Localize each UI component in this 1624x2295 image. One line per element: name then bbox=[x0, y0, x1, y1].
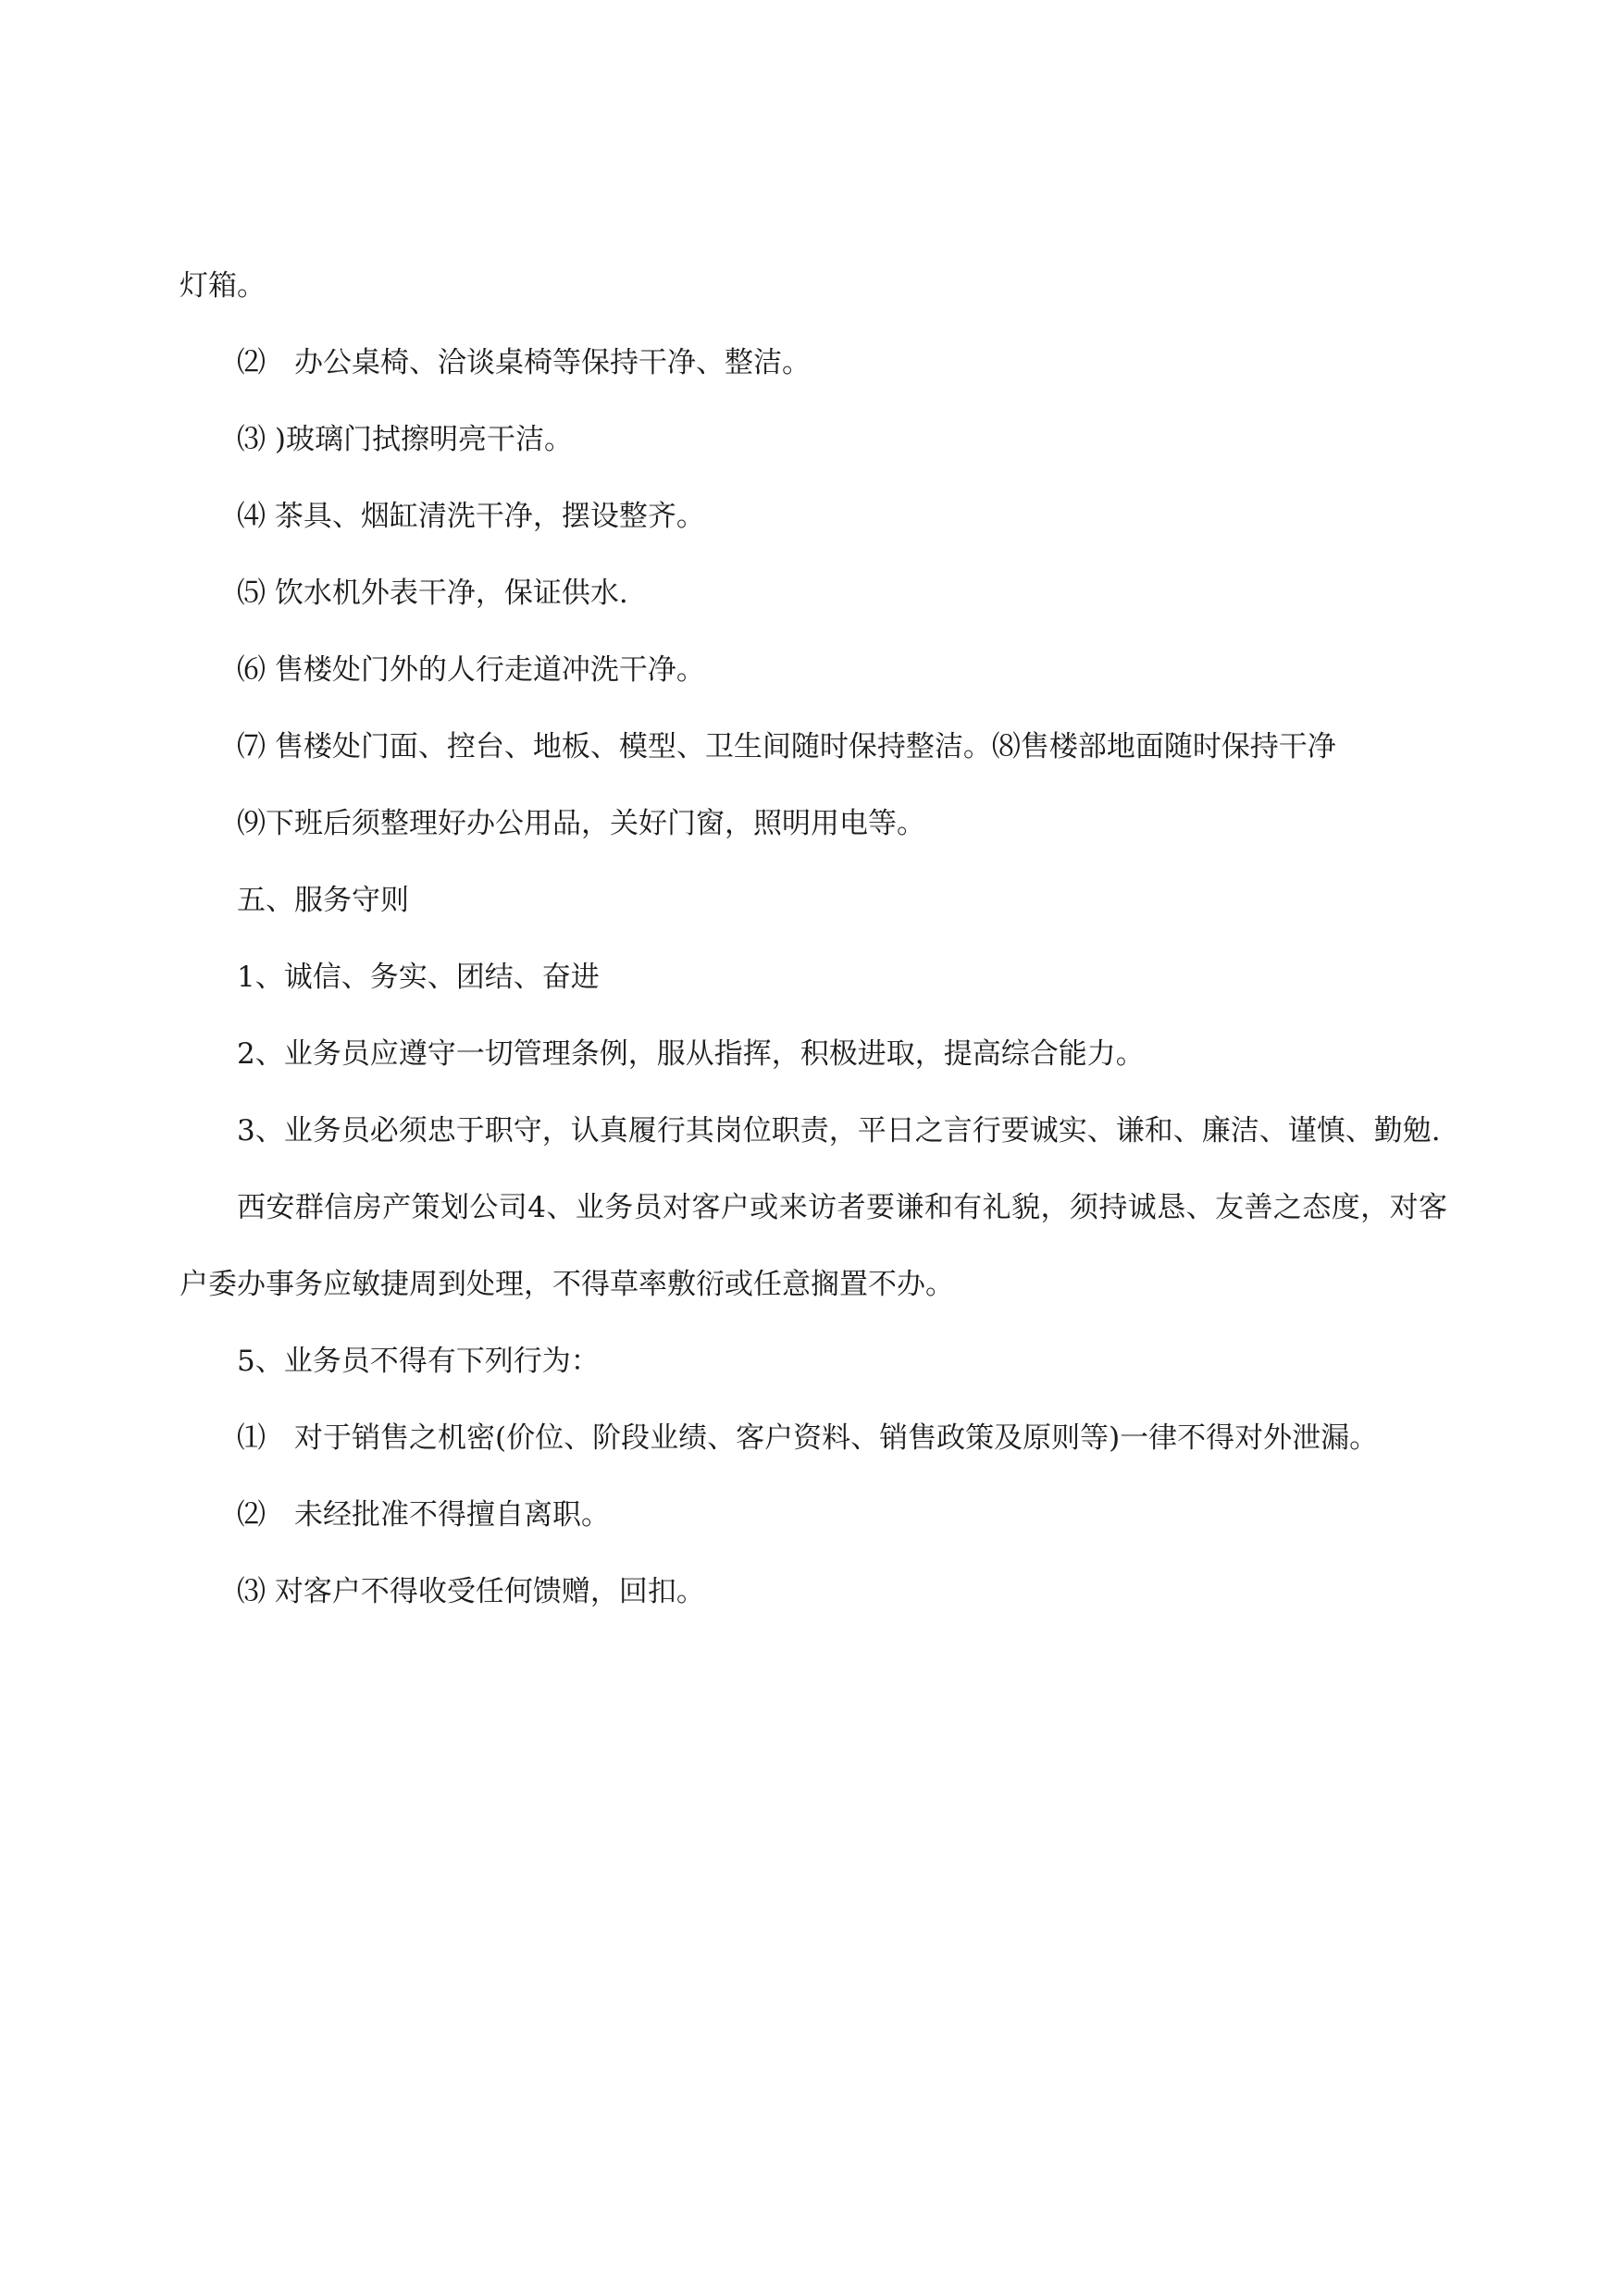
list-item-2: ⑵ 办公桌椅、洽谈桌椅等保持干净、整洁。 bbox=[237, 346, 811, 379]
list-item-7-8: ⑺ 售楼处门面、控台、地板、模型、卫生间随时保持整洁。⑻售楼部地面随时保持干净 bbox=[237, 730, 1336, 763]
rule-5-item-2: ⑵ 未经批准不得擅自离职。 bbox=[237, 1498, 610, 1532]
rule-4: 西安群信房产策划公司4、业务员对客户或来访者要谦和有礼貌，须持诚恳、友善之态度，对客户委办事务应敏捷周到处理，不得草率敷衍或任意搁置不办。 bbox=[180, 1191, 1447, 1301]
rule-2: 2、业务员应遵守一切管理条例，服从指挥，积极进取，提高综合能力。 bbox=[237, 1037, 1145, 1071]
list-item-9: ⑼下班后须整理好办公用品，关好门窗，照明用电等。 bbox=[237, 807, 925, 840]
section-heading: 五、服务守则 bbox=[237, 884, 409, 917]
rule-5-item-1: ⑴ 对于销售之机密(价位、阶段业绩、客户资料、销售政策及原则等)一律不得对外泄漏。 bbox=[237, 1421, 1379, 1455]
rule-1: 1、诚信、务实、团结、奋进 bbox=[237, 961, 600, 994]
list-item-4: ⑷ 茶具、烟缸清洗干净，摆设整齐。 bbox=[237, 500, 705, 533]
document-body bbox=[180, 248, 1447, 1631]
rule-5-item-3: ⑶ 对客户不得收受任何馈赠，回扣。 bbox=[237, 1575, 705, 1608]
list-item-6: ⑹ 售楼处门外的人行走道冲洗干净。 bbox=[237, 653, 705, 687]
list-item-3: ⑶ )玻璃门拭擦明亮干洁。 bbox=[237, 423, 573, 456]
list-item-5: ⑸ 饮水机外表干净，保证供水. bbox=[237, 577, 628, 610]
rule-3: 3、业务员必须忠于职守，认真履行其岗位职责，平日之言行要诚实、谦和、廉洁、谨慎、勤勉. bbox=[237, 1114, 1441, 1148]
paragraph-continuation: 灯箱。 bbox=[180, 269, 266, 303]
rule-5: 5、业务员不得有下列行为： bbox=[237, 1345, 600, 1378]
